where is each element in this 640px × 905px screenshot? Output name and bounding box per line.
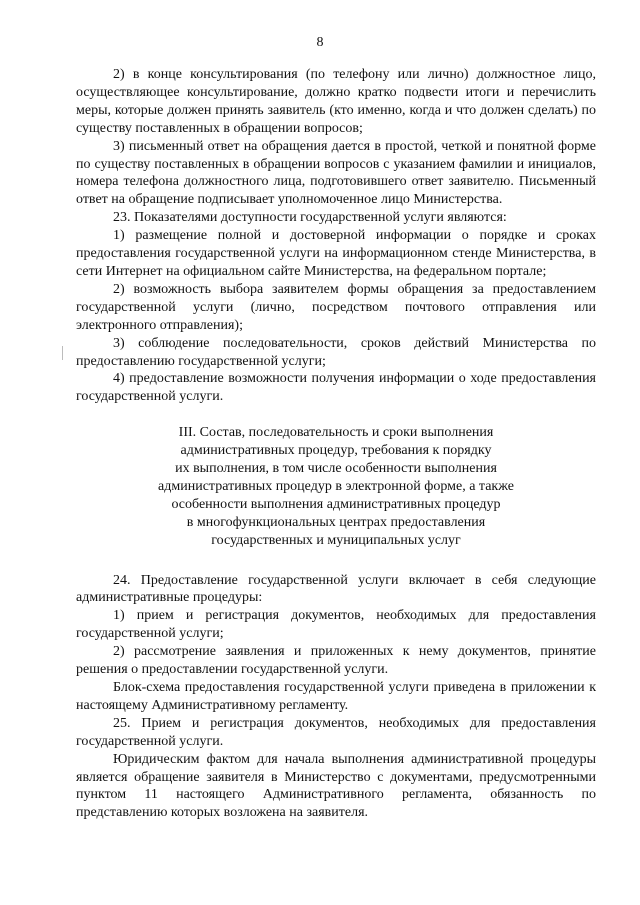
paragraph: Юридическим фактом для начала выполнения административной процедуры является обращение заявителя в Министерство с документами, предусмотренными пунктом 11 настоящего Административного регламента, обязанность по представлению которых возложена на заявителя. (76, 751, 596, 821)
heading-line: III. Состав, последовательность и сроки выполнения (178, 425, 494, 441)
paragraph: 24. Предоставление государственной услуги включает в себя следующие административные процедуры: (76, 572, 596, 606)
paragraph: 2) возможность выбора заявителем формы обращения за предоставлением государственной услуги (лично, посредством почтового отправления или электронного отправления); (76, 281, 596, 333)
paragraph: 1) размещение полной и достоверной информации о порядке и сроках предоставления государственной услуги на информационном стенде Министерства, в сети Интернет на официальном сайте Министерства, на федеральном портале; (76, 228, 596, 279)
section-heading (76, 424, 596, 549)
paragraph: 4) предоставление возможности получения информации о ходе предоставления государственной услуги. (76, 371, 596, 405)
paragraph: 2) в конце консультирования (по телефону или лично) должностное лицо, осуществляющее консультирование, должно кратко подвести итоги и перечислить меры, которые должен принять заявитель (кто именно, когда и что должен сделать) по существу поставленных в обращении вопросов; (76, 67, 596, 136)
heading-line: административных процедур, требования к порядку (180, 443, 492, 459)
heading-line: в многофункциональных центрах предоставления (186, 514, 486, 530)
scan-mark (62, 346, 63, 360)
heading-line: их выполнения, в том числе особенности выполнения (175, 461, 497, 477)
paragraph: 23. Показателями доступности государственной услуги являются: (113, 210, 507, 226)
paragraph: 2) рассмотрение заявления и приложенных к нему документов, принятие решения о предоставлении государственной услуги. (76, 644, 596, 678)
heading-line: административных процедур в электронной форме, а также (158, 478, 514, 494)
page-number: 8 (316, 35, 324, 50)
heading-line: государственных и муниципальных услуг (211, 532, 461, 548)
paragraph: 25. Прием и регистрация документов, необходимых для предоставления государственной услуги. (76, 715, 596, 749)
heading-line: особенности выполнения административных процедур (171, 496, 501, 512)
paragraph: 3) письменный ответ на обращения дается в простой, четкой и понятной форме по существу поставленных в обращении вопросов с указанием фамилии и инициалов, номера телефона должностного лица, подготовившего ответ заявителю. Письменный ответ на обращение подписывает уполномоченное лицо Министерства. (76, 138, 596, 208)
paragraph: 3) соблюдение последовательности, сроков действий Министерства по предоставлению государственной услуги; (76, 335, 596, 369)
document-body (76, 66, 596, 822)
paragraph: 1) прием и регистрация документов, необходимых для предоставления государственной услуги; (76, 608, 596, 642)
paragraph: Блок-схема предоставления государственной услуги приведена в приложении к настоящему Административному регламенту. (76, 680, 596, 713)
